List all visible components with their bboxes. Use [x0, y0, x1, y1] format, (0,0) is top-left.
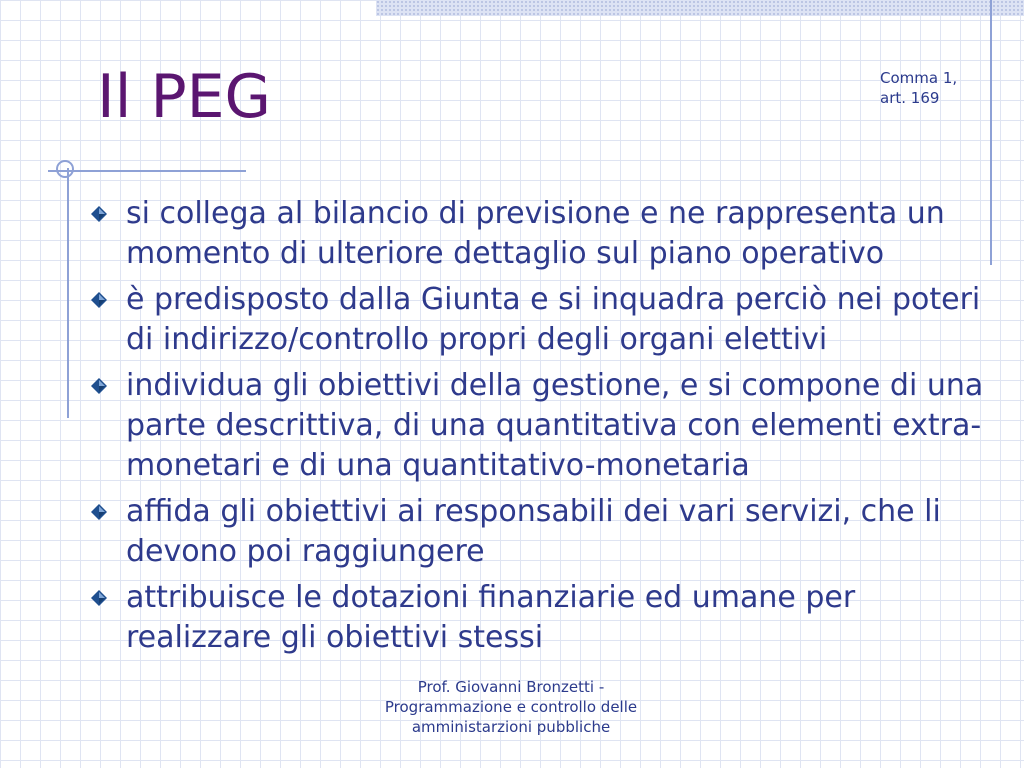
bullet-text: si collega al bilancio di previsione e ne rappresenta un momento di ulteriore dettaglio sul piano operativo — [126, 196, 945, 271]
top-decorative-band — [376, 0, 1024, 16]
bullet-text: attribuisce le dotazioni finanziarie ed umane per realizzare gli obiettivi stessi — [126, 580, 856, 655]
diamond-bullet-icon — [91, 504, 107, 520]
bullet-text: individua gli obiettivi della gestione, e si compone di una parte descrittiva, di una quantitativa con elementi extra-monetari e di una quantitativo-monetaria — [126, 368, 984, 483]
decorative-horizontal-line — [48, 170, 246, 172]
diamond-bullet-icon — [91, 292, 107, 308]
bullet-item — [86, 492, 996, 572]
bullet-item — [86, 194, 996, 274]
diamond-bullet-icon — [91, 378, 107, 394]
slide-footer: Prof. Giovanni Bronzetti - Programmazione e controllo delle amministarzioni pubbliche — [384, 678, 638, 736]
bullet-item — [86, 280, 996, 360]
diamond-bullet-icon — [91, 590, 107, 606]
diamond-bullet-icon — [91, 206, 107, 222]
decorative-vertical-line-left — [67, 168, 69, 418]
bullet-item — [86, 578, 996, 658]
slide-title: Il PEG — [97, 62, 272, 132]
side-note: Comma 1, art. 169 — [880, 69, 958, 107]
bullet-item — [86, 366, 996, 486]
ring-icon — [56, 160, 74, 178]
bullet-text: è predisposto dalla Giunta e si inquadra perciò nei poteri di indirizzo/controllo propri degli organi elettivi — [126, 282, 981, 357]
bullet-list — [86, 194, 996, 664]
bullet-text: affida gli obiettivi ai responsabili dei vari servizi, che li devono poi raggiungere — [126, 494, 941, 569]
